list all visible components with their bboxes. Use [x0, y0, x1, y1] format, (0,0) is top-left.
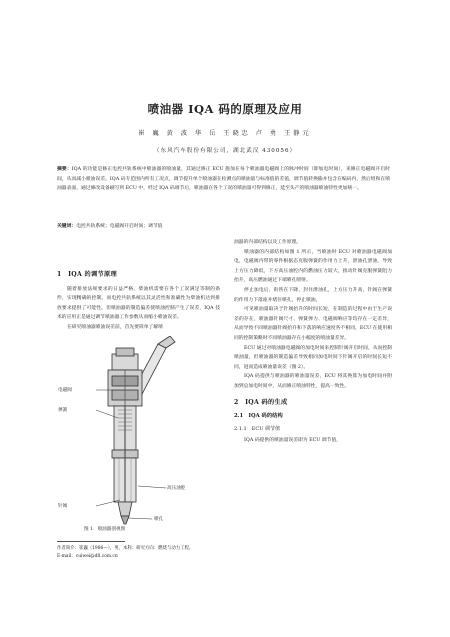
paragraph: 停止加电后，衔铁在下降，封住泄油孔，上方压力升高，针阀在弹簧的作用力下落座并堵住喷孔，停止喷油。 — [234, 287, 392, 303]
paragraph: 可见喷油量取决于针阀抬升的时间长短，在制造的过程中由于生产误差的存在，喷油器针阀尺寸、弹簧弹力、电磁阀响应等均存在一定差异，从而导致不同喷油器针阀抬升和下落的响应速度各不相同，ECU 在使用相同的控制策略时不同喷油器存在小幅度的喷油量差异。 — [234, 307, 392, 341]
right-column — [234, 238, 392, 446]
paragraph: 喷油器的内部结构如图 1 所示，当喷油时 ECU 对喷油器电磁阀加电，电磁阀内带的零件根据态克服弹簧的作用力上升，泄油孔泄油，导致上方压力降低，下方高压油腔内的燃油压力较大，推动针阀克服弹簧阻力抬升，高压燃油通过下端喷孔喷射。 — [234, 249, 392, 284]
paragraph: 在研究喷油器喷油误差前，首先要简单了解喷 — [67, 324, 163, 330]
label-solenoid: 电磁阀 — [58, 388, 72, 393]
section-2-1-1-heading: 2.1.1 ECU 调节值 — [234, 425, 281, 432]
footnote — [57, 545, 257, 561]
author-email: E-mail：cuiwei@dfl.com.cn — [57, 554, 118, 559]
paper-title: 喷油器 IQA 码的原理及应用 — [147, 102, 303, 116]
section-2-heading: 2 IQA 码的生成 — [234, 398, 288, 406]
footnote-rule — [57, 541, 125, 542]
author-list: 崔 巍 黄 波 华 岳 王晓忠 卢 勇 王静元 — [138, 130, 312, 137]
paragraph: 油器的内部结构以及工作原理。 — [234, 240, 302, 245]
abstract-label: 摘要： — [57, 166, 72, 172]
section-1-heading: 1 IQA 的调节原理 — [57, 271, 117, 278]
left-column — [57, 270, 220, 333]
affiliation: （东风汽车股份有限公司，湖北武汉 430056） — [153, 148, 297, 154]
keywords-label: 关键词： — [57, 223, 77, 229]
abstract-text: IQA 的功能是修正电控共轨系统中喷油器的喷油量，其通过修正 ECU 施加在每个喷油器电磁阀上的脉冲时间（即加电时间），来修正电磁阀开启时间，从而减小喷油误差。IQA 码专范围内所有工况点，调节提升单个喷油器在检测点的喷油量与标准值的差值，调节值转换输并包含在编码内，然后组和在喷油器表面，通过修改设备刷写到 ECU 中，经过 IQA 码调节后，喷油器在各个工况的喷油量可得到修正，延至头产的喷油器喷油特性更加统一。 — [57, 167, 390, 192]
label-nozzle-hole: 喷孔 — [154, 517, 164, 522]
figure-caption: 图 1 喷油器剖视图 — [84, 527, 126, 532]
label-high-pressure-chamber: 高压油腔 — [167, 486, 186, 491]
keywords-text: 电控共轨系统；电磁阀开启时间；调节值 — [76, 224, 163, 229]
solenoid-section — [108, 370, 142, 406]
paragraph: 随着排放法规要求的日益严格，柴油机需要在各个工况满足等制的条件，实现精确的控制。而电控共轨系统以其灵活性和准确性为柴油机达到排放要求提供了可能性。但喷油器的制造偏差使喷油控制产生了误差，IQA 技术的应用正是通过调节喷油器工作参数从而缩小喷油误差。 — [57, 286, 220, 321]
abstract — [57, 165, 390, 194]
section-2-1-heading: 2.1 IQA 码的结构 — [234, 413, 283, 420]
paragraph: IQA 码提供的喷油量误差即为 ECU 调节值， — [244, 438, 342, 444]
label-spring: 弹簧 — [58, 408, 68, 413]
keywords — [57, 222, 390, 231]
injector-body — [112, 406, 138, 512]
author-bio: 作者简介：崔巍（1986—），男，本科；研究方向：燃烧与动力工程。 — [57, 546, 194, 551]
label-needle: 针阀 — [58, 504, 68, 509]
paragraph: ECU 通过对喷油器电磁阀的加电时间来控制针阀开启时间，从而控制喷油量，但喷油器的制造偏差导致相同加电时间下针阀开启的时间长短不同，进而造成喷油量误差（图 2）。 — [234, 345, 392, 370]
injector-cross-section-diagram — [74, 336, 204, 530]
nozzle-tip — [118, 502, 132, 524]
injector-cap — [112, 348, 138, 370]
injector-figure — [58, 336, 204, 530]
paragraph: IQA 码提供与喷油器的喷油量误差，ECU 将其换算为加电时间并附加到总加电时间中，从而修正喷油特性，提高一致性。 — [234, 374, 392, 389]
